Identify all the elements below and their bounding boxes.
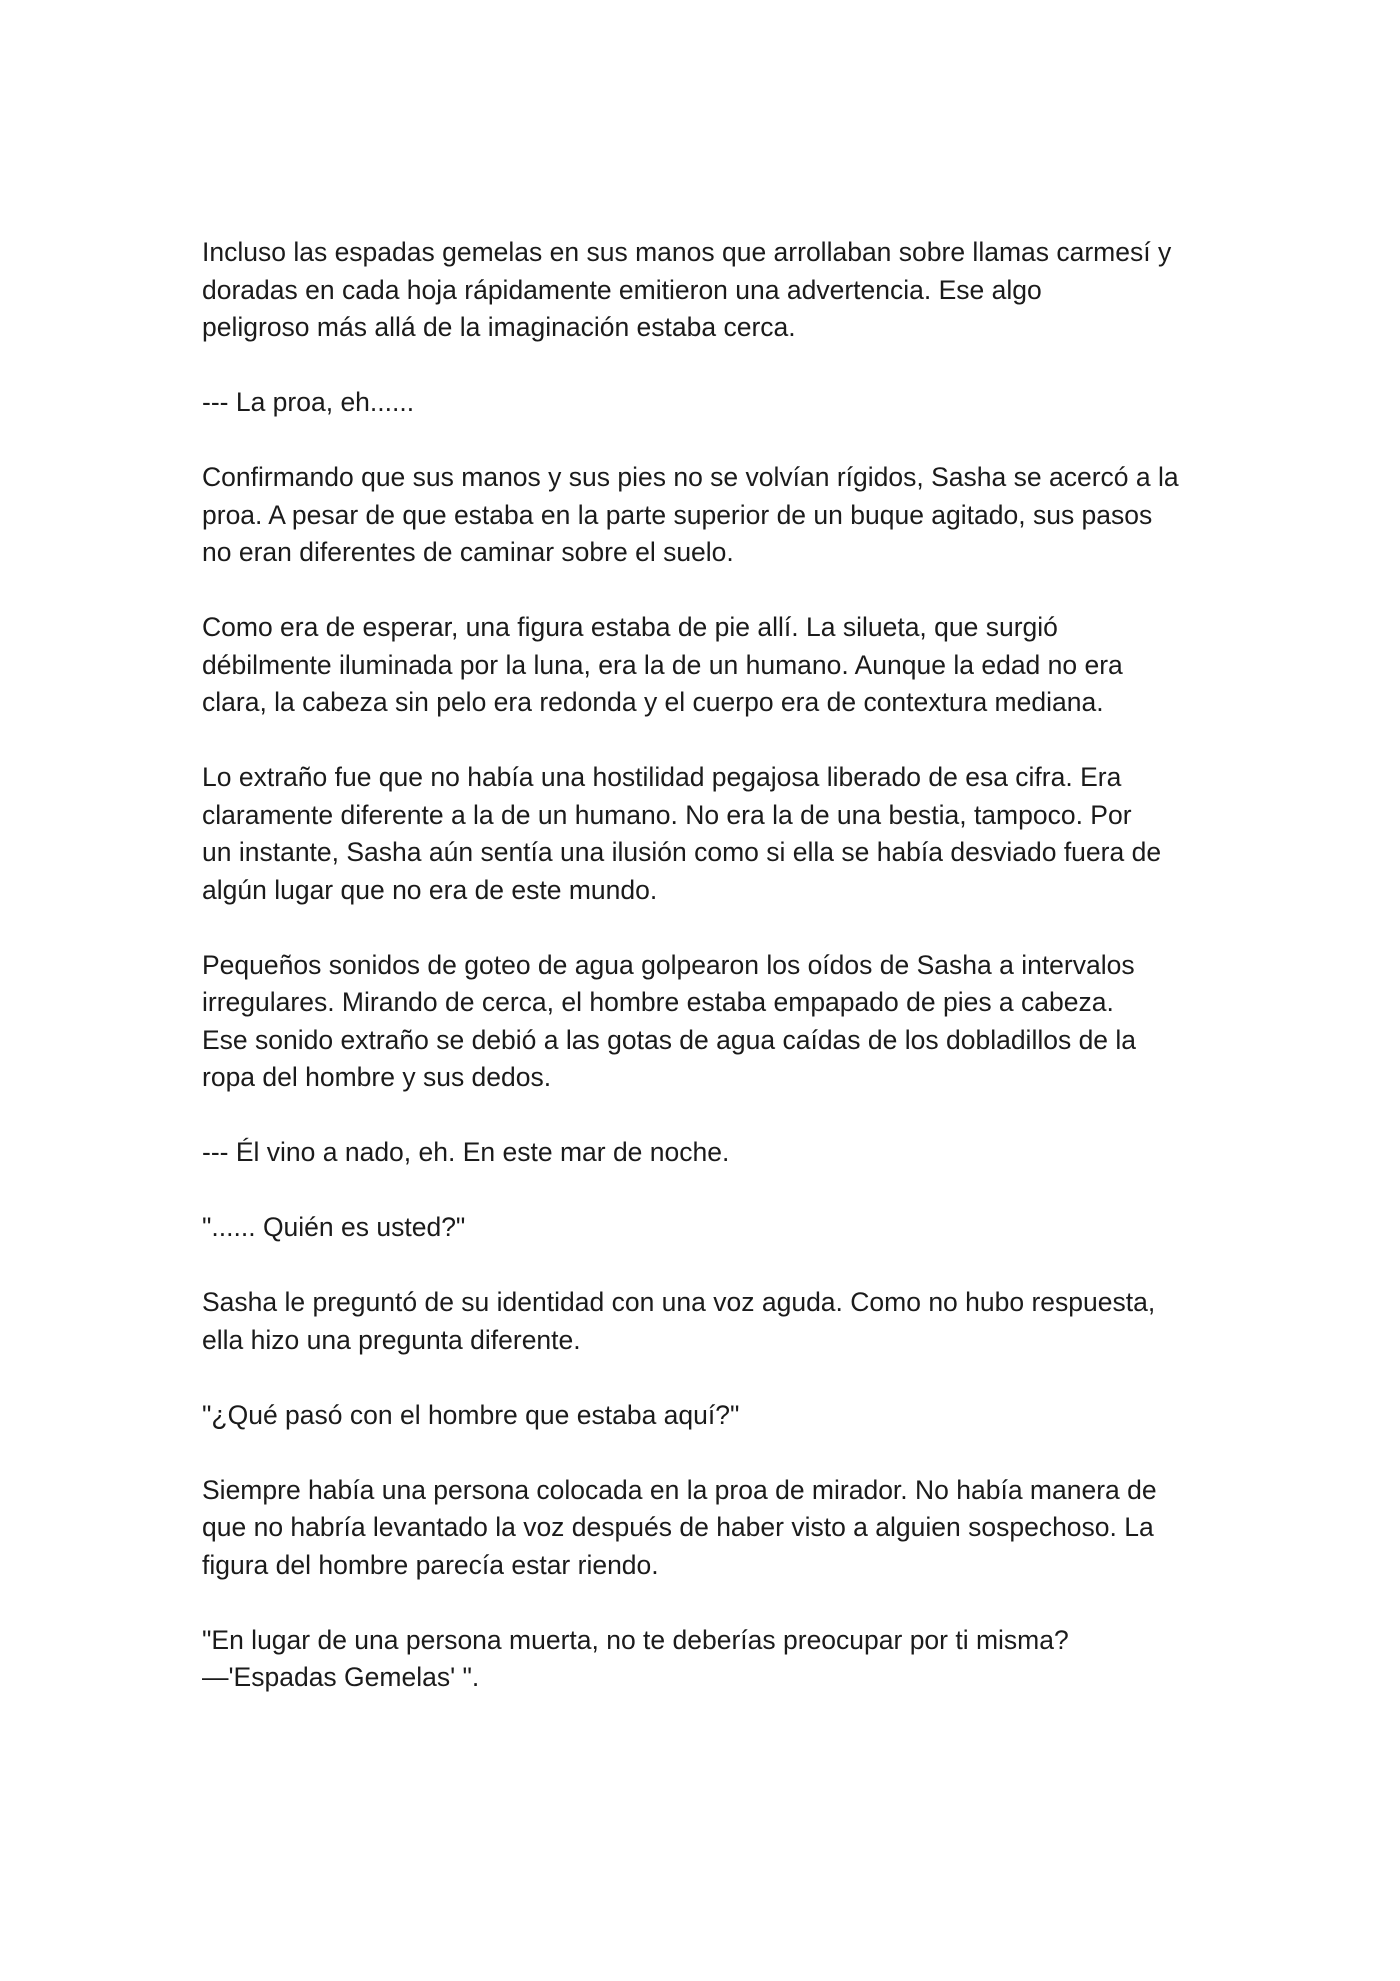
paragraph-4: Como era de esperar, una figura estaba de pie allí. La silueta, que surgió débilmente iluminada por la luna, era la de un humano. Aunque la edad no era clara, la cabeza sin pelo era redonda y el cuerpo era de contextura mediana. <box>202 612 1123 717</box>
paragraph-8: "...... Quién es usted?" <box>202 1212 466 1242</box>
paragraph-2: --- La proa, eh...... <box>202 387 415 417</box>
paragraph-12: "En lugar de una persona muerta, no te deberías preocupar por ti misma? —'Espadas Gemelas' ". <box>202 1624 1069 1692</box>
paragraph-1: Incluso las espadas gemelas en sus manos que arrollaban sobre llamas carmesí y doradas en cada hoja rápidamente emitieron una advertencia. Ese algo peligroso más allá de la imaginación estaba cerca. <box>202 237 1172 342</box>
paragraph-10: "¿Qué pasó con el hombre que estaba aquí?" <box>202 1399 740 1430</box>
paragraph-7: --- Él vino a nado, eh. En este mar de noche. <box>202 1137 730 1167</box>
paragraph-5: Lo extraño fue que no había una hostilidad pegajosa liberado de esa cifra. Era claramente diferente a la de un humano. No era la de una bestia, tampoco. Por un instante, Sasha aún sentía una ilusión como si ella se había desviado fuera de algún lugar que no era de este mundo. <box>202 762 1162 905</box>
paragraph-6: Pequeños sonidos de goteo de agua golpearon los oídos de Sasha a intervalos irregulares. Mirando de cerca, el hombre estaba empapado de pies a cabeza. Ese sonido extraño se debió a las gotas de agua caídas de los dobladillos de la ropa del hombre y sus dedos. <box>202 949 1137 1092</box>
paragraph-9: Sasha le preguntó de su identidad con una voz aguda. Como no hubo respuesta, ella hizo una pregunta diferente. <box>202 1287 1156 1355</box>
paragraph-3: Confirmando que sus manos y sus pies no se volvían rígidos, Sasha se acercó a la proa. A pesar de que estaba en la parte superior de un buque agitado, sus pasos no eran diferentes de caminar sobre el suelo. <box>202 462 1179 567</box>
paragraph-11: Siempre había una persona colocada en la proa de mirador. No había manera de que no habría levantado la voz después de haber visto a alguien sospechoso. La figura del hombre parecía estar riendo. <box>202 1474 1157 1580</box>
document-body <box>202 234 1212 1734</box>
